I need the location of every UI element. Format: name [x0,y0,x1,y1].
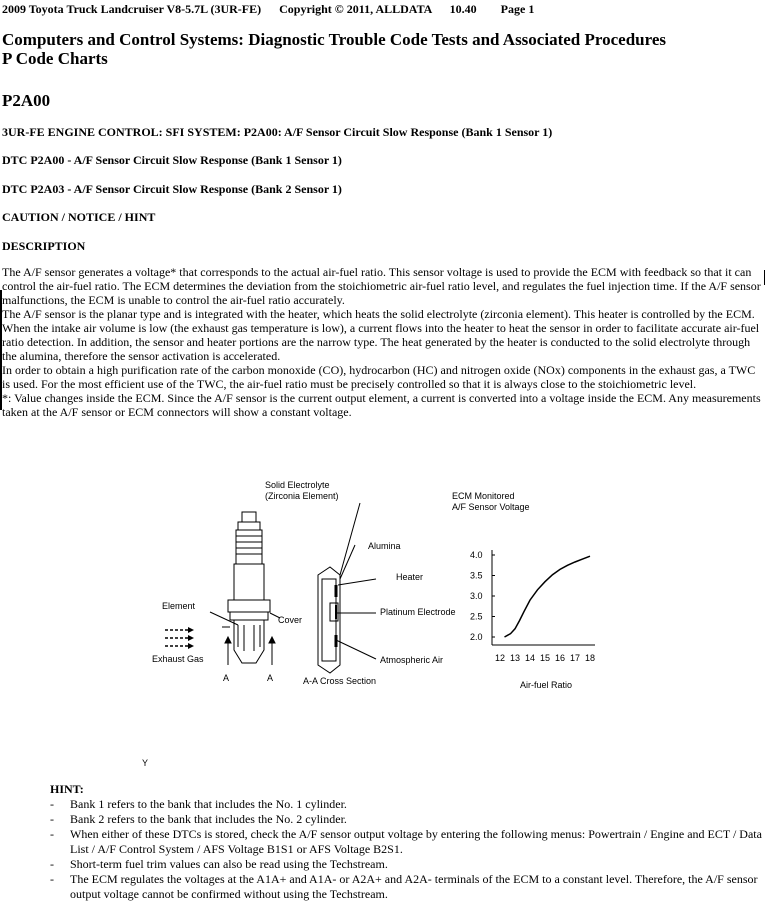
x-tick-label: 12 [495,653,506,663]
section-marks [225,637,275,665]
label-alumina: Alumina [368,541,401,551]
exhaust-arrows [165,630,188,646]
figure-svg [142,475,620,775]
title-line-2: P Code Charts [2,49,108,68]
arrow-heads [188,627,194,649]
hint-list [48,797,764,902]
y-tick-label: 2.5 [470,611,483,622]
hint-title: HINT: [50,782,84,796]
label-a-right: A [267,673,274,683]
chart-y-ticks [470,550,495,642]
y-tick-label: 4.0 [470,550,483,560]
subhead-system: 3UR-FE ENGINE CONTROL: SFI SYSTEM: P2A00: A/F Sensor Circuit Slow Response (Bank 1 Sensor 1) [2,125,553,139]
hint-section [48,782,764,902]
stray-mark: Y [142,758,149,768]
label-platinum-electrode: Platinum Electrode [380,607,456,617]
subhead-dtc-p2a00: DTC P2A00 - A/F Sensor Circuit Slow Response (Bank 1 Sensor 1) [2,153,342,167]
description-paragraph: In order to obtain a high purification rate of the carbon monoxide (CO), hydrocarbon (HC) and nitrogen oxide (NOx) components in the exhaust gas, a TWC is used. For the most efficient use of the TWC, the air-fuel ratio must be precisely controlled so that it is always close to the stoichiometric level. [2,363,756,391]
list-item: - Short-term fuel trim values can also be read using the Techstream. [50,857,388,871]
label-a-left: A [223,673,230,683]
x-tick-label: 15 [540,653,551,663]
chart-line-voltage [505,556,591,637]
list-item: - The ECM regulates the voltages at the A1A+ and A1A- or A2A+ and A2A- terminals of the ECM to a constant level. Therefore, the A/F sensor output voltage cannot be confirmed without using the Techstream. [50,872,758,901]
description-paragraph: *: Value changes inside the ECM. Since the A/F sensor is the current output element, a current is converted into a voltage inside the ECM. Any measurements taken at the A/F sensor or ECM connectors will show a constant voltage. [2,391,761,419]
subhead-dtc-p2a03: DTC P2A03 - A/F Sensor Circuit Slow Response (Bank 2 Sensor 1) [2,182,342,196]
label-heater: Heater [396,572,424,582]
y-tick-label: 2.0 [470,632,483,642]
af-sensor-figure [142,475,620,775]
list-item: - Bank 2 refers to the bank that includes the No. 2 cylinder. [50,812,347,826]
page-title [2,30,666,68]
label-atmospheric-air: Atmospheric Air [380,655,444,665]
chart-x-ticks [495,653,595,663]
cross-section-drawing [318,503,376,673]
title-line-1: Computers and Control Systems: Diagnostic Trouble Code Tests and Associated Procedures [2,30,666,49]
page-header: 2009 Toyota Truck Landcruiser V8-5.7L (3UR-FE) Copyright © 2011, ALLDATA 10.40 Page 1 [2,2,535,16]
graph-title-line-1: ECM Monitored [452,491,515,501]
description-paragraph: The A/F sensor generates a voltage* that corresponds to the actual air-fuel ratio. This sensor voltage is used to provide the ECM with feedback so that it can control the air-fuel ratio. The ECM determines the deviation from the stoichiometric air-fuel ratio level, and regulates the fuel injection time. If the A/F sensor malfunctions, the ECM is unable to control the air-fuel ratio accurately. [2,265,761,307]
x-tick-label: 17 [570,653,581,663]
x-tick-label: 16 [555,653,566,663]
list-item: - When either of these DTCs is stored, check the A/F sensor output voltage by entering the following menus: Powertrain / Engine and ECT / Data List / A/F Control System / AFS Voltage B1S1 or AFS Voltage B2S1. [50,827,762,856]
y-tick-label: 3.5 [470,570,483,581]
sensor-tip-top [242,512,256,522]
label-zirconia: (Zirconia Element) [265,491,339,501]
chart-x-label: Air-fuel Ratio [520,680,573,690]
margin-rule-right [764,270,765,285]
x-tick-label: 13 [510,653,521,663]
x-tick-label: 18 [585,653,596,663]
subhead-description: DESCRIPTION [2,239,86,253]
subhead-caution: CAUTION / NOTICE / HINT [2,210,156,224]
dtc-code: P2A00 [2,91,51,110]
sensor-drawing [210,512,280,663]
label-element: Element [162,601,196,611]
label-cover: Cover [278,615,303,625]
y-tick-label: 3.0 [470,591,483,601]
label-cross-section: A-A Cross Section [303,676,377,686]
description-body [2,265,764,419]
graph-title-line-2: A/F Sensor Voltage [452,502,530,512]
label-solid-electrolyte: Solid Electrolyte [265,480,330,490]
list-item: - Bank 1 refers to the bank that includes the No. 1 cylinder. [50,797,347,811]
description-paragraph: The A/F sensor is the planar type and is integrated with the heater, which heats the solid electrolyte (zirconia element). This heater is controlled by the ECM. When the intake air volume is low (the exhaust gas temperature is low), a current flows into the heater to heat the sensor in order to facilitate accurate air-fuel ratio detection. In addition, the sensor and heater portions are the narrow type. The heat generated by the heater is conducted to the solid electrolyte through the alumina, therefore the sensor activation is accelerated. [2,307,760,363]
x-tick-label: 14 [525,653,536,663]
label-exhaust-gas: Exhaust Gas [152,654,204,664]
